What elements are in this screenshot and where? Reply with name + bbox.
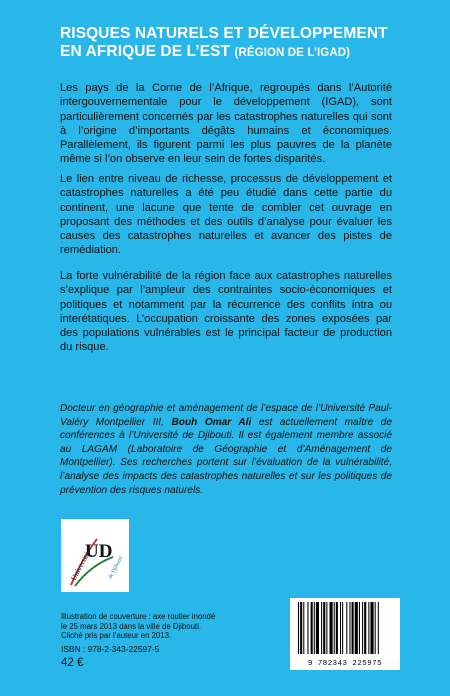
barcode-bar bbox=[307, 602, 308, 654]
barcode-bar bbox=[355, 602, 358, 654]
barcode-bar bbox=[359, 602, 360, 654]
barcode-bar bbox=[378, 602, 379, 654]
credit-line-1: Illustration de couverture : axe routier inondé bbox=[61, 612, 216, 621]
credit-line-3: Cliché pris par l’auteur en 2013. bbox=[61, 631, 172, 641]
barcode-bar bbox=[323, 602, 325, 654]
book-title bbox=[60, 25, 420, 62]
price: 42 € bbox=[61, 657, 84, 669]
logo-monogram: UD bbox=[85, 541, 113, 562]
title-line-2 bbox=[60, 43, 420, 62]
credit-line-2: le 25 mars 2013 dans la ville de Djibouti. bbox=[61, 621, 201, 631]
logo-text-right: de Djibouti bbox=[107, 555, 125, 580]
barcode-bar bbox=[326, 602, 327, 654]
barcode-bar bbox=[362, 602, 363, 654]
barcode-bar bbox=[321, 602, 322, 654]
summary-paragraph-2: Le lien entre niveau de richesse, processus de développement et catastrophes naturelles a été peu étudié dans cette partie du continent, une lacune que tente de combler cet ouvrage en proposant des méthodes et des outils d’analyse pour évaluer les causes des catastrophes naturelles et avancer des pistes de remédiation. bbox=[60, 173, 392, 257]
university-logo bbox=[61, 519, 129, 592]
author-bio-intro: Docteur en géographie et aménagement de l’espace de l’Université Paul-Valéry Montpellier III, bbox=[60, 403, 392, 428]
barcode-bar bbox=[316, 602, 319, 654]
barcode-bar bbox=[346, 602, 347, 654]
isbn: ISBN : 978-2-343-22597-5 bbox=[61, 644, 160, 654]
barcode-bar bbox=[375, 602, 376, 654]
summary-paragraph-3: La forte vulnérabilité de la région face aux catastrophes naturelles s’explique par l’ampleur des contraintes socio-économiques et politiques et notamment par la récurrence des conflits intra ou interétatiques. L’occupation croissante des zones exposées par des populations vulnérables est le principal facteur de production du risque. bbox=[60, 270, 392, 354]
barcode-bar bbox=[300, 602, 302, 654]
title-line-1: RISQUES NATURELS ET DÉVELOPPEMENT bbox=[60, 25, 388, 42]
title-line-2-main: EN AFRIQUE DE L’EST bbox=[60, 43, 231, 60]
barcode-bar bbox=[349, 602, 350, 654]
author-name: Bouh Omar Ali bbox=[171, 416, 252, 428]
barcode-bar bbox=[298, 602, 299, 654]
barcode-digits: 9 782343 225975 bbox=[307, 660, 383, 668]
barcode-bar bbox=[334, 602, 335, 654]
barcode-bar bbox=[370, 602, 373, 654]
author-bio-rest: est actuellement maître de conférences à l’Université de Djibouti. Il est également membre associé au LAGAM (Laboratoire de Géographie et d’Aménagement de Montpellier). Ses recherches portent sur l’évaluation de la vulnérabilité, l’analyse des impacts des catastrophes naturelles et sur les politiques de prévention des risques naturels. bbox=[60, 416, 392, 496]
title-region-subtitle: (RÉGION DE L’IGAD) bbox=[234, 47, 351, 59]
barcode-bar bbox=[368, 602, 369, 654]
barcode-bar bbox=[303, 602, 304, 654]
barcode-bar bbox=[340, 602, 341, 654]
barcode-bar bbox=[311, 602, 313, 654]
barcode-bar bbox=[364, 602, 366, 654]
cover-credits bbox=[61, 612, 291, 641]
summary-paragraph-1: Les pays de la Corne de l’Afrique, regroupés dans l’Autorité intergouvernementale pour le développement (IGAD), sont particulièrement concernés par les catastrophes naturelles qui sont à l’origine d’importants dégâts humains et économiques. Parallèlement, ils figurent parmi les plus pauvres de la planète même si l’on observe en leur sein de fortes disparités. bbox=[60, 82, 392, 166]
barcode-bar bbox=[336, 602, 338, 654]
author-bio bbox=[60, 402, 392, 497]
barcode bbox=[290, 598, 400, 670]
barcode-bar bbox=[314, 602, 315, 654]
logo-text-left: Université bbox=[68, 550, 92, 582]
barcode-bar bbox=[342, 602, 343, 654]
barcode-bars-icon bbox=[290, 598, 400, 660]
barcode-bar bbox=[352, 602, 354, 654]
barcode-bar bbox=[330, 602, 333, 654]
